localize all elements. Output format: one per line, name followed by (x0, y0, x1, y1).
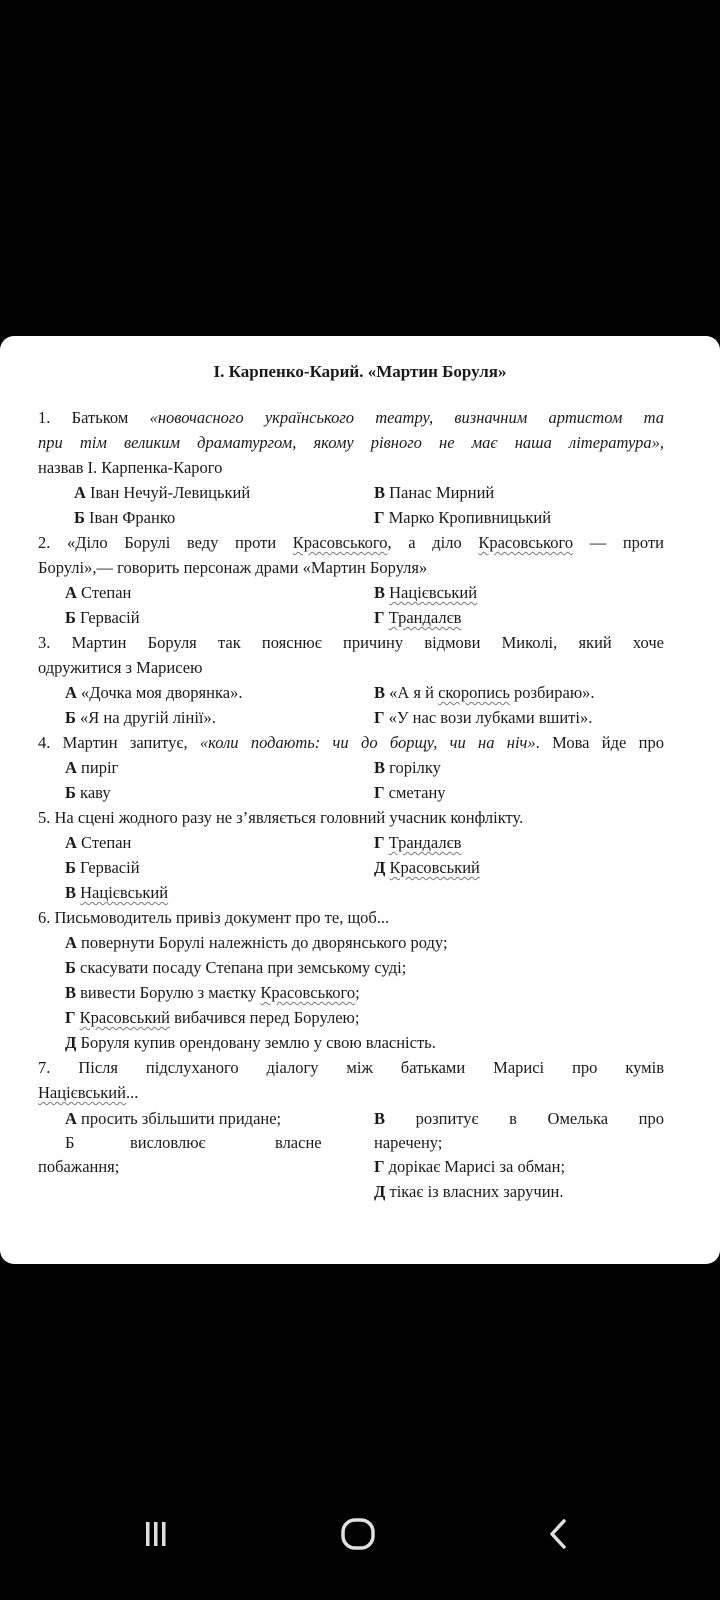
q5-option-a: А Степан (65, 833, 132, 852)
recents-button[interactable] (126, 1512, 186, 1556)
q2-line-1: 2. «Діло Борулі веду проти Красовського, а діло Красовського — проти (38, 533, 664, 552)
q1-option-b: Б Іван Франко (74, 508, 176, 527)
home-icon (336, 1516, 380, 1552)
q6-option-g: Г Красовський вибачився перед Борулею; (65, 1008, 360, 1027)
q5-option-v: В Націєвський (65, 883, 169, 902)
q7-line-2: Націєвський... (38, 1083, 139, 1102)
q7-option-d: Д тікає із власних заручин. (374, 1182, 564, 1201)
q4-line-1: 4. Мартин запитує, «коли подають: чи до борщу, чи на ніч». Мова йде про (38, 733, 664, 752)
q1-line-1: 1. Батьком «новочасного українського театру, визначним артистом та (38, 408, 664, 427)
q3-option-b: Б «Я на другій лінії». (65, 708, 216, 727)
q7-option-g: Г дорікає Марисі за обман; (374, 1157, 566, 1176)
q6-option-b: Б скасувати посаду Степана при земському суді; (65, 958, 407, 977)
q6-line-1: 6. Письмоводитель привіз документ про те, щоб... (38, 908, 390, 927)
q2-option-b: Б Гервасій (65, 608, 140, 627)
q7-option-a: А просить збільшити придане; (65, 1109, 282, 1128)
q7-option-b-letter: Б (65, 1133, 75, 1152)
q6-option-v: В вивести Борулю з маєтку Красовського; (65, 983, 360, 1002)
recents-icon (136, 1516, 176, 1552)
q7-line-1: 7. Після підслуханого діалогу між батьками Марисі про кумів (38, 1058, 664, 1077)
page-title: І. Карпенко-Карий. «Мартин Боруля» (213, 362, 507, 381)
q1-option-g: Г Марко Кропивницький (374, 508, 552, 527)
q5-option-d: Д Красовський (374, 858, 480, 877)
q5-line-1: 5. На сцені жодного разу не з’являється головний учасник конфлікту. (38, 808, 524, 827)
q7-option-b-cont: побажання; (38, 1157, 120, 1176)
q7-option-v: В розпитує в Омелька про (374, 1109, 664, 1128)
q1-line-3: назвав І. Карпенка-Карого (38, 458, 223, 477)
q7-option-b-word1: висловлює (130, 1133, 206, 1152)
q3-line-2: одружитися з Марисею (38, 658, 203, 677)
q1-line-2: при тім великим драматургом, якому рівного не має наша література», (38, 433, 664, 452)
q4-option-a: А пиріг (65, 758, 119, 777)
q2-option-a: А Степан (65, 583, 132, 602)
q6-option-a: А повернути Борулі належність до дворянського роду; (65, 933, 448, 952)
q3-option-v: В «А я й скоропись розбираю». (374, 683, 595, 702)
q3-option-a: А «Дочка моя дворянка». (65, 683, 243, 702)
back-button[interactable] (528, 1512, 588, 1556)
q1-option-a: А Іван Нечуй-Левицький (74, 483, 251, 502)
q7-option-b-word2: власне (275, 1133, 322, 1152)
q5-option-b: Б Гервасій (65, 858, 140, 877)
q3-option-g: Г «У нас вози лубками вшиті». (374, 708, 593, 727)
home-button[interactable] (328, 1512, 388, 1556)
q5-option-g: Г Трандалєв (374, 833, 462, 852)
back-icon (538, 1516, 578, 1552)
q4-option-b: Б каву (65, 783, 111, 802)
document-card (0, 336, 720, 1264)
q6-option-d: Д Боруля купив орендовану землю у свою власність. (65, 1033, 436, 1052)
q2-option-g: Г Трандалєв (374, 608, 462, 627)
system-navigation-bar (0, 1490, 720, 1580)
q4-option-v: В горілку (374, 758, 441, 777)
q1-option-v: В Панас Мирний (374, 483, 495, 502)
q4-option-g: Г сметану (374, 783, 446, 802)
q7-option-v-cont: наречену; (374, 1133, 443, 1152)
q2-line-2: Борулі»,— говорить персонаж драми «Мартин Боруля» (38, 558, 428, 577)
q3-line-1: 3. Мартин Боруля так пояснює причину відмови Миколі, який хоче (38, 633, 664, 652)
q2-option-v: В Націєвський (374, 583, 478, 602)
